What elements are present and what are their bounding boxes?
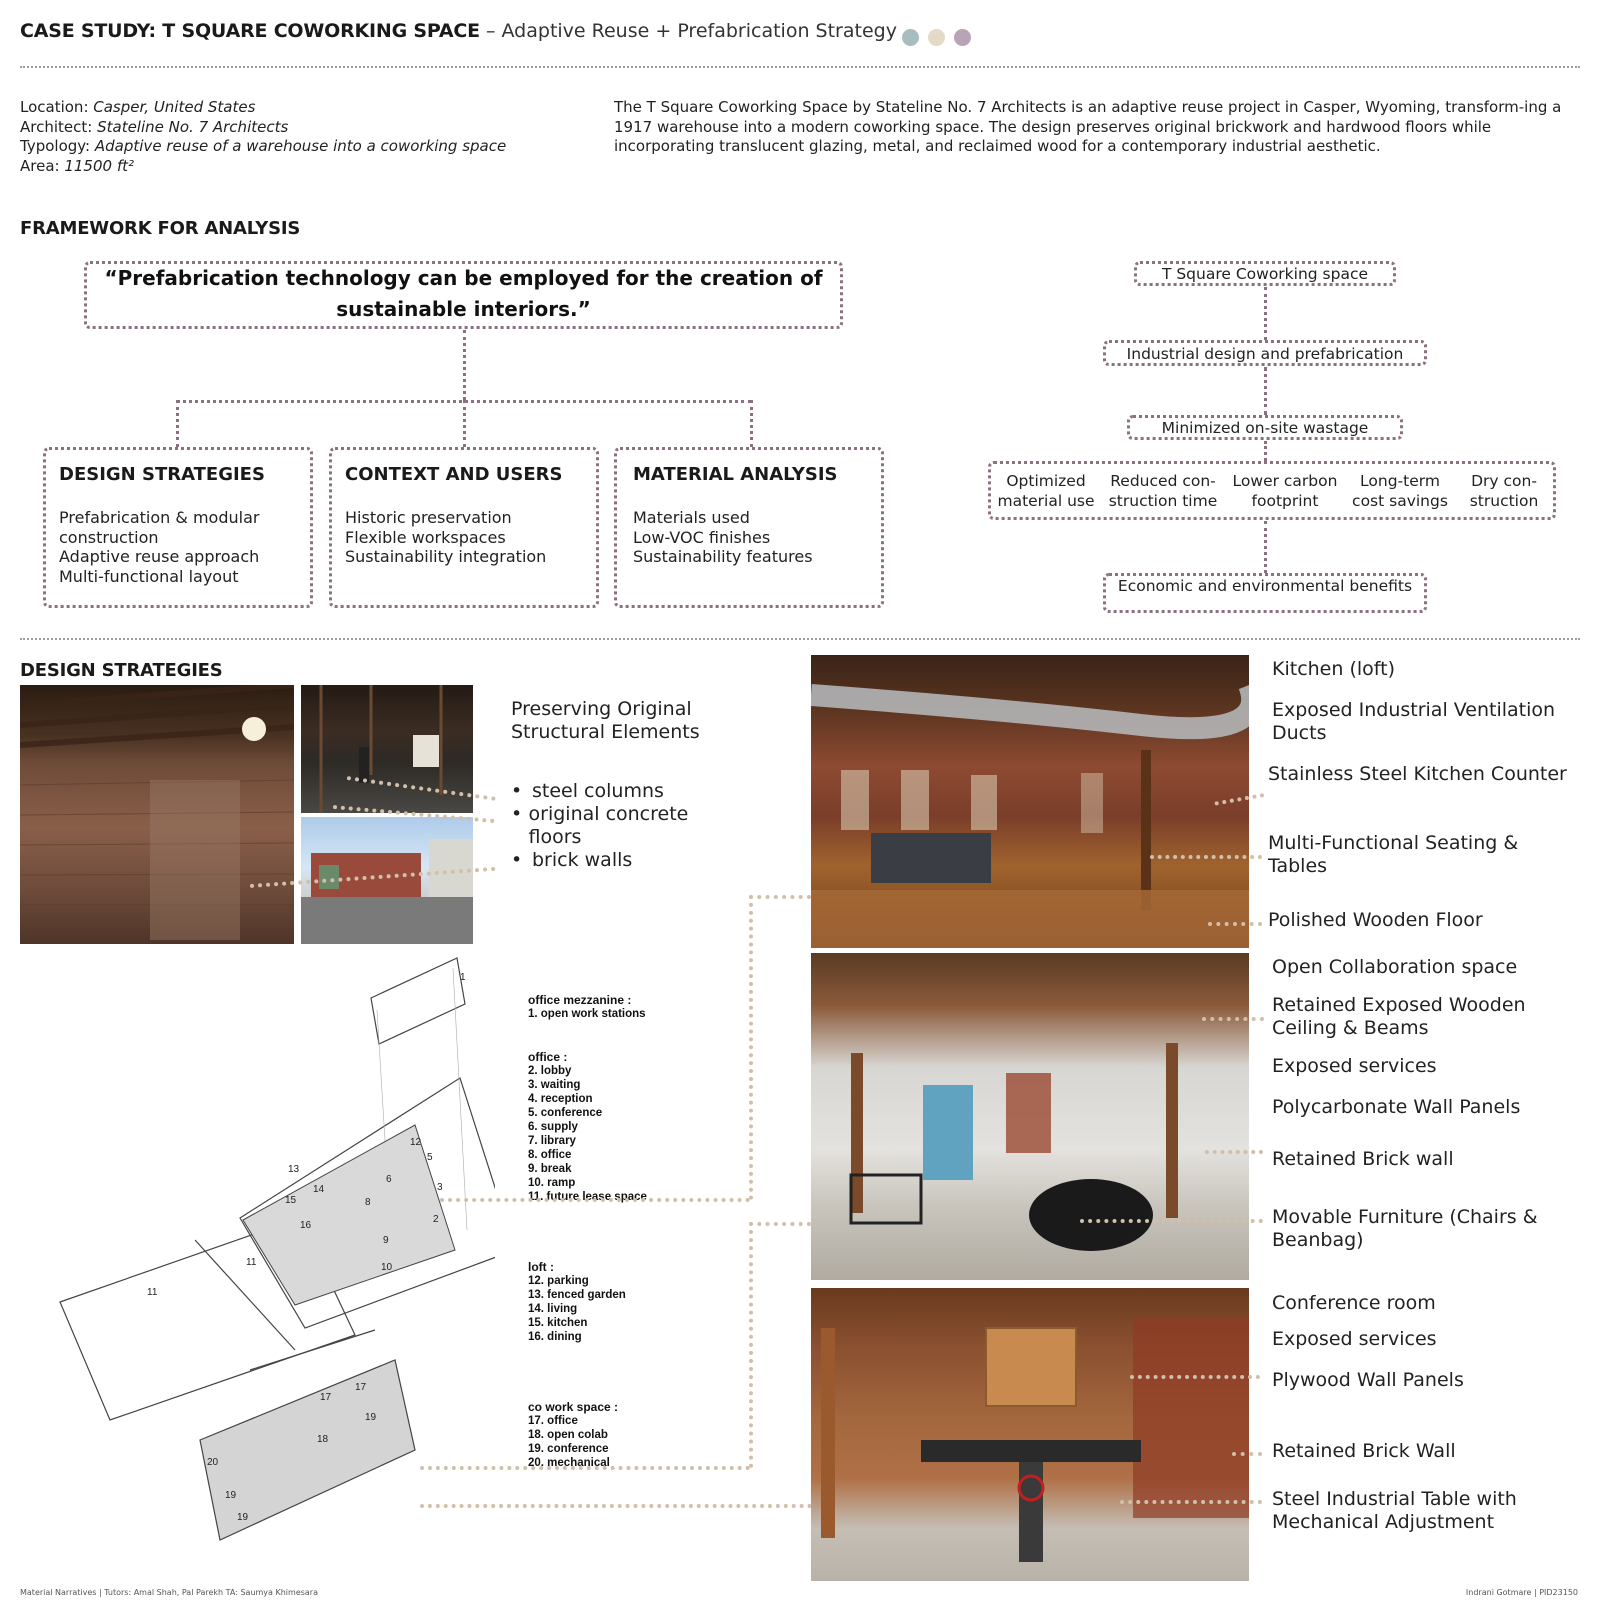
kitchen-loft-photo <box>811 655 1249 948</box>
title-bold: CASE STUDY: T SQUARE COWORKING SPACE <box>20 20 480 42</box>
brick-wall-illustration <box>20 685 294 944</box>
connector <box>1264 441 1267 461</box>
annotation-label: Polished Wooden Floor <box>1268 909 1483 931</box>
annotation-label: Exposed services <box>1272 1328 1437 1350</box>
svg-text:18: 18 <box>317 1434 329 1445</box>
svg-text:14: 14 <box>313 1184 325 1195</box>
svg-text:20: 20 <box>207 1457 219 1468</box>
collab-illustration <box>811 953 1249 1280</box>
leader-line <box>1232 1452 1262 1456</box>
conference-illustration <box>811 1288 1249 1581</box>
architect-value: Stateline No. 7 Architects <box>97 117 289 136</box>
svg-text:19: 19 <box>225 1490 237 1501</box>
chain-label: Minimized on-site wastage <box>1161 419 1369 437</box>
annotation-label: Polycarbonate Wall Panels <box>1272 1096 1521 1118</box>
bullet-item: • brick walls <box>511 849 633 871</box>
connector <box>750 400 753 447</box>
annotation-label: Multi-Functional Seating & Tables <box>1268 832 1519 877</box>
benefit-item: Reduced con- struction time <box>1108 472 1218 510</box>
hypothesis-quote: “Prefabrication technology can be employed for the creation of sustainable interiors.” <box>104 266 823 321</box>
svg-text:13: 13 <box>288 1164 300 1175</box>
list-item: Sustainability features <box>633 547 813 566</box>
svg-text:15: 15 <box>285 1195 297 1206</box>
svg-text:1: 1 <box>460 972 466 983</box>
list-item: Sustainability integration <box>345 547 547 566</box>
list-item: Adaptive reuse approach <box>59 547 260 566</box>
svg-text:8: 8 <box>365 1197 371 1208</box>
outcome-label: Economic and environmental benefits <box>1117 577 1413 595</box>
benefit-item: Lower carbon footprint <box>1232 472 1338 510</box>
annotation-label: Open Collaboration space <box>1272 956 1518 978</box>
connector <box>1264 367 1267 415</box>
svg-text:5: 5 <box>427 1152 433 1163</box>
typology-value: Adaptive reuse of a warehouse into a coworking space <box>94 137 507 155</box>
benefit-item: Long-term cost savings <box>1352 472 1448 510</box>
leader-line <box>1202 1017 1264 1021</box>
framework-heading: FRAMEWORK FOR ANALYSIS <box>20 218 301 239</box>
svg-text:17: 17 <box>320 1392 332 1403</box>
benefit-item: Optimized material use <box>997 472 1095 510</box>
svg-text:19: 19 <box>237 1512 249 1523</box>
kitchen-illustration <box>811 655 1249 948</box>
list-item: Multi-functional layout <box>59 566 239 586</box>
chain-label: Industrial design and prefabrication <box>1126 345 1404 363</box>
preserve-bullets <box>511 780 711 872</box>
connector <box>1264 287 1267 340</box>
annotation-label: Plywood Wall Panels <box>1272 1369 1464 1391</box>
connector <box>176 400 179 447</box>
connector <box>1264 521 1267 573</box>
svg-text:2: 2 <box>433 1214 439 1225</box>
leader-line <box>1205 1150 1263 1154</box>
preserve-title: Preserving Original Structural Elements <box>511 698 700 743</box>
footer-right: Indrani Gotmare | PID23150 <box>1465 1588 1578 1597</box>
leader-line <box>420 1466 750 1470</box>
divider <box>20 66 1580 68</box>
leader-line <box>420 1504 812 1508</box>
annotation-label: Stainless Steel Kitchen Counter <box>1268 763 1567 785</box>
list-item: Flexible workspaces <box>345 527 506 547</box>
project-meta <box>20 98 506 176</box>
leader-line <box>749 1222 753 1468</box>
svg-text:17: 17 <box>355 1382 367 1393</box>
leader-line <box>440 1198 750 1202</box>
annotation-label: Conference room <box>1272 1292 1436 1314</box>
location-value: Casper, United States <box>93 98 256 116</box>
area-value: 11500 ft² <box>64 156 135 175</box>
box-list <box>345 508 585 567</box>
color-swatch-2 <box>928 29 945 46</box>
annotation-label: Exposed services <box>1272 1055 1437 1077</box>
box-title: CONTEXT AND USERS <box>345 464 563 485</box>
page-title <box>20 20 897 42</box>
divider <box>20 638 1580 640</box>
project-description: The T Square Coworking Space by Stateline No. 7 Architects is an adaptive reuse project in Casper, Wyoming, transform-ing a 1917 warehouse into a modern coworking space. The design preserves original brickwork and hardwood floors while incorporating translucent glazing, metal, and reclaimed wood for a contemporary industrial aesthetic. <box>614 98 1562 155</box>
svg-text:11: 11 <box>246 1257 257 1268</box>
connector <box>463 400 466 447</box>
annotation-label: Steel Industrial Table with Mechanical Adjustment <box>1272 1488 1517 1533</box>
color-swatch-3 <box>954 29 971 46</box>
annotation-label: Retained Exposed Wooden Ceiling & Beams <box>1272 994 1526 1039</box>
leader-line <box>1120 1500 1262 1504</box>
legend-cowork: co work space : 17. office 18. open colab 19. conference 20. mechanical <box>528 1400 619 1469</box>
list-item: Materials used <box>633 508 750 527</box>
bullet-item: • steel columns <box>511 780 664 802</box>
annotation-label: Retained Brick wall <box>1272 1148 1454 1170</box>
svg-text:16: 16 <box>300 1220 312 1231</box>
conference-room-photo <box>811 1288 1249 1581</box>
bullet-item: • original concrete floors <box>511 803 689 848</box>
box-title: DESIGN STRATEGIES <box>59 464 265 485</box>
footer-left: Material Narratives | Tutors: Amal Shah, Pal Parekh TA: Saumya Khimesara <box>20 1588 318 1597</box>
list-item: Historic preservation <box>345 508 512 527</box>
annotation-label: Exposed Industrial Ventilation Ducts <box>1272 699 1556 744</box>
leader-line <box>749 1222 811 1226</box>
legend-office: office : 2. lobby 3. waiting 4. reception 5. conference 6. supply 7. library 8. office 9. break 10. ramp 11. future lease space <box>528 1050 647 1203</box>
list-item: Prefabrication & modular construction <box>59 508 260 547</box>
annotation-label: Movable Furniture (Chairs & Beanbag) <box>1272 1206 1538 1251</box>
benefit-item: Dry con- struction <box>1469 472 1539 510</box>
leader-line <box>1150 855 1262 859</box>
annotation-label: Retained Brick Wall <box>1272 1440 1456 1462</box>
list-item: Low-VOC finishes <box>633 527 771 547</box>
design-strategies-heading: DESIGN STRATEGIES <box>20 660 223 681</box>
location-label: Location: <box>20 98 94 116</box>
legend-mezzanine: office mezzanine : 1. open work stations <box>528 993 646 1020</box>
leader-line <box>749 895 811 899</box>
leader-line <box>1080 1219 1263 1223</box>
svg-text:11: 11 <box>147 1287 158 1298</box>
svg-text:9: 9 <box>383 1235 389 1246</box>
annotation-label: Kitchen (loft) <box>1272 658 1395 680</box>
title-subtitle: – Adaptive Reuse + Prefabrication Strategy <box>479 20 897 42</box>
svg-text:6: 6 <box>386 1174 392 1185</box>
leader-line <box>1208 922 1262 926</box>
svg-text:10: 10 <box>381 1262 393 1273</box>
color-swatch-1 <box>902 29 919 46</box>
box-list <box>59 508 299 586</box>
svg-text:3: 3 <box>437 1182 443 1193</box>
architect-label: Architect: <box>20 117 98 136</box>
legend-loft: loft : 12. parking 13. fenced garden 14. living 15. kitchen 16. dining <box>528 1260 626 1343</box>
svg-text:19: 19 <box>365 1412 377 1423</box>
collaboration-space-photo <box>811 953 1249 1280</box>
box-list <box>633 508 873 567</box>
leader-line <box>1130 1375 1260 1379</box>
leader-line <box>749 895 753 1200</box>
typology-label: Typology: <box>20 137 95 155</box>
chain-label: T Square Coworking space <box>1161 265 1369 283</box>
box-title: MATERIAL ANALYSIS <box>633 464 838 485</box>
svg-text:12: 12 <box>410 1137 422 1148</box>
area-label: Area: <box>20 156 65 175</box>
connector <box>463 330 466 400</box>
brick-wall-photo <box>20 685 294 944</box>
